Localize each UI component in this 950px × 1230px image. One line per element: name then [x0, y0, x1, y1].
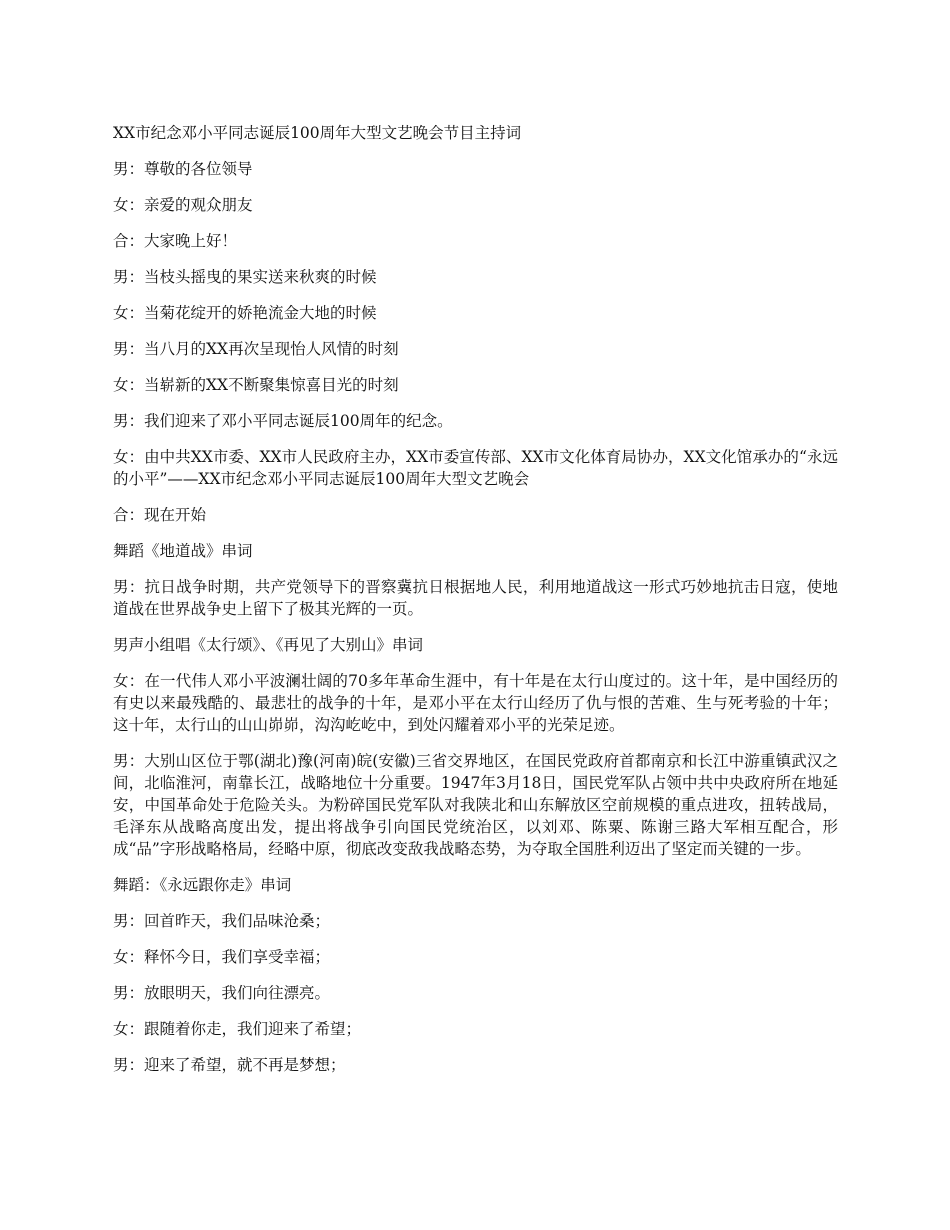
script-line: 男：当八月的XX再次呈现怡人风情的时刻 — [113, 340, 399, 358]
script-line: 女：在一代伟人邓小平波澜壮阔的70多年革命生涯中，有十年是在太行山度过的。这十年，是中国经历的有史以来最残酷的、最悲壮的战争的十年，是邓小平在太行山经历了仇与恨的苦难、生与死考验的十年；这十年，太行山的山山峁峁，沟沟屹屹中，到处闪耀着邓小平的光荣足迹。 — [113, 672, 838, 734]
script-line: 女：由中共XX市委、XX市人民政府主办，XX市委宣传部、XX市文化体育局协办，XX文化馆承办的“永远的小平”——XX市纪念邓小平同志诞辰100周年大型文艺晚会 — [113, 448, 838, 488]
script-line: 女：当菊花绽开的娇艳流金大地的时候 — [113, 304, 377, 322]
script-line: 男：我们迎来了邓小平同志诞辰100周年的纪念。 — [113, 412, 453, 430]
script-line: 男：尊敬的各位领导 — [113, 160, 253, 178]
script-line: 女：释怀今日，我们享受幸福； — [113, 948, 331, 966]
section-heading: 舞蹈：《永远跟你走》串词 — [113, 876, 292, 894]
document-page — [113, 122, 838, 1090]
script-line: 男：抗日战争时期，共产党领导下的晋察冀抗日根据地人民，利用地道战这一形式巧妙地抗击日寇，使地道战在世界战争史上留下了极其光辉的一页。 — [113, 578, 838, 618]
document-title: XX市纪念邓小平同志诞辰100周年大型文艺晚会节目主持词 — [113, 124, 522, 142]
script-line: 女：当崭新的XX不断聚集惊喜目光的时刻 — [113, 376, 399, 394]
script-line: 男：当枝头摇曳的果实送来秋爽的时候 — [113, 268, 377, 286]
script-line: 合：大家晚上好！ — [113, 232, 238, 250]
section-heading: 舞蹈《地道战》串词 — [113, 542, 253, 560]
script-line: 女：亲爱的观众朋友 — [113, 196, 253, 214]
script-line: 男：回首昨天，我们品味沧桑； — [113, 912, 331, 930]
script-line: 女：跟随着你走，我们迎来了希望； — [113, 1020, 362, 1038]
script-line: 男：放眼明天，我们向往漂亮。 — [113, 984, 331, 1002]
script-line: 男：迎来了希望，就不再是梦想； — [113, 1056, 346, 1074]
script-line: 男：大别山区位于鄂(湖北)豫(河南)皖(安徽)三省交界地区，在国民党政府首都南京和长江中游重镇武汉之间，北临淮河，南靠长江，战略地位十分重要。1947年3月18日，国民党军队占领中共中央政府所在地延安，中国革命处于危险关头。为粉碎国民党军队对我陕北和山东解放区空前规模的重点进攻，扭转战局，毛泽东从战略高度出发，提出将战争引向国民党统治区，以刘邓、陈粟、陈谢三路大军相互配合，形成“品”字形战略格局，经略中原，彻底改变敌我战略态势，为夺取全国胜利迈出了坚定而关键的一步。 — [113, 752, 838, 858]
script-line: 合：现在开始 — [113, 506, 207, 524]
section-heading: 男声小组唱《太行颂》、《再见了大别山》串词 — [113, 636, 424, 654]
